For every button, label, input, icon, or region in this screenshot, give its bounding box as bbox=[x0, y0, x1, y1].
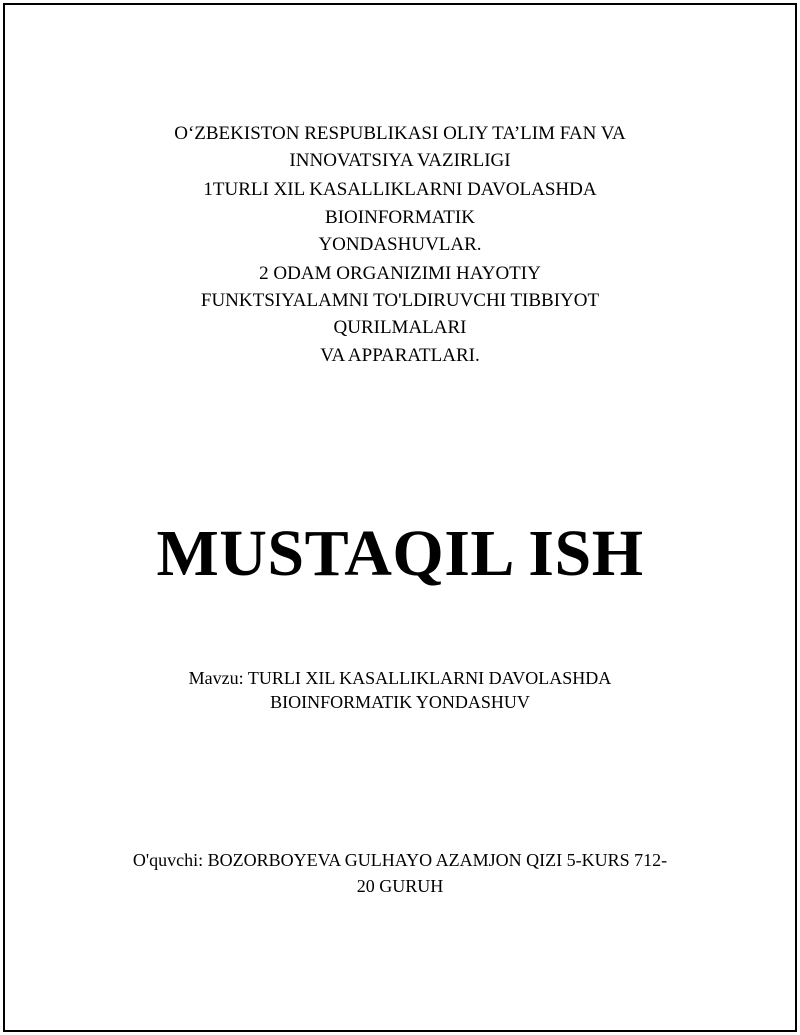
header-line-subject-1: 1TURLI XIL KASALLIKLARNI DAVOLASHDA bbox=[203, 179, 597, 200]
topic-line-1: Mavzu: TURLI XIL KASALLIKLARNI DAVOLASHDA bbox=[188, 668, 612, 688]
header-line-subject-6: QURILMALARI bbox=[333, 317, 467, 338]
header-line-subject-4: 2 ODAM ORGANIZIMI HAYOTIY bbox=[259, 263, 541, 284]
header-line-subject-5: FUNKTSIYALAMNI TO'LDIRUVCHI TIBBIYOT bbox=[200, 290, 600, 311]
document-title: MUSTAQIL ISH bbox=[156, 517, 644, 590]
topic-line-2: BIOINFORMATIK YONDASHUV bbox=[270, 692, 530, 712]
header-line-ministry-1: O‘ZBEKISTON RESPUBLIKASI OLIY TA’LIM FAN VA bbox=[174, 123, 626, 144]
student-line-1: O'quvchi: BOZORBOYEVA GULHAYO AZAMJON QIZI 5-KURS 712- bbox=[132, 850, 668, 870]
header-line-subject-7: VA APPARATLARI. bbox=[320, 345, 480, 366]
header-line-ministry-2: INNOVATSIYA VAZIRLIGI bbox=[289, 150, 511, 171]
student-line-2: 20 GURUH bbox=[356, 876, 444, 896]
header-line-subject-2: BIOINFORMATIK bbox=[325, 207, 475, 228]
header-line-subject-3: YONDASHUVLAR. bbox=[318, 234, 482, 255]
